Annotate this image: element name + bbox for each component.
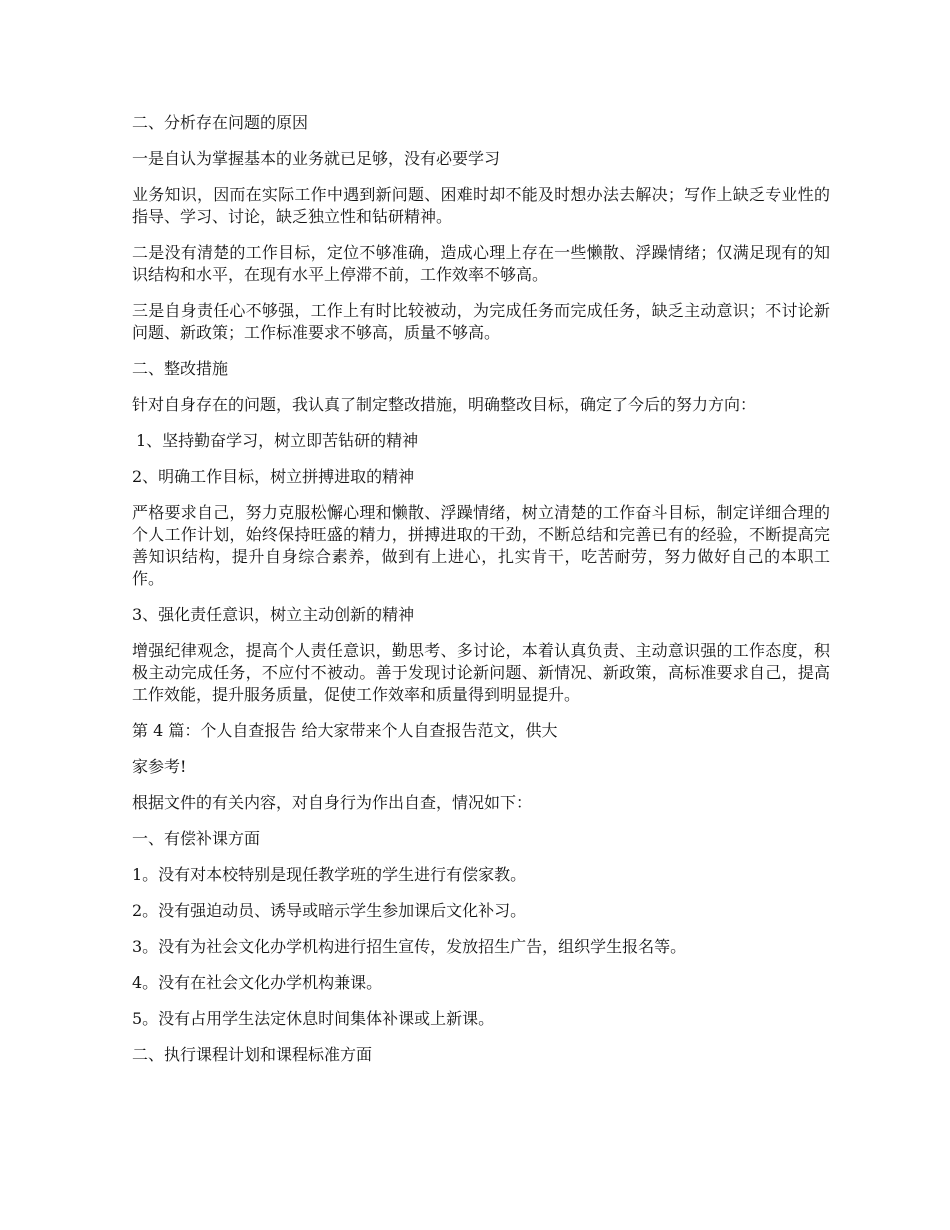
paragraph-cause-1-continued: 业务知识，因而在实际工作中遇到新问题、困难时却不能及时想办法去解决；写作上缺乏专业性的指导、学习、讨论，缺乏独立性和钻研精神。 (132, 185, 830, 226)
list-item-measure-3: 3、强化责任意识，树立主动创新的精神 (132, 605, 415, 624)
paragraph-cause-1-start: 一是自认为掌握基本的业务就已足够，没有必要学习 (132, 149, 501, 168)
section-heading-curriculum: 二、执行课程计划和课程标准方面 (132, 1045, 373, 1064)
list-item-measure-2: 2、明确工作目标，树立拼搏进取的精神 (132, 467, 415, 486)
document-body (118, 112, 830, 1080)
chapter-heading-4-continued: 家参考! (132, 757, 187, 776)
paragraph-measure-2-detail: 严格要求自己，努力克服松懈心理和懒散、浮躁情绪，树立清楚的工作奋斗目标，制定详细合理的个人工作计划，始终保持旺盛的精力，拼搏进取的干劲，不断总结和完善已有的经验，不断提高完善知识结构，提升自身综合素养，做到有上进心，扎实肯干，吃苦耐劳，努力做好自己的本职工作。 (132, 503, 830, 588)
section-heading-causes: 二、分析存在问题的原因 (132, 113, 309, 132)
chapter-heading-4: 第 4 篇：个人自查报告 给大家带来个人自查报告范文，供大 (132, 721, 558, 740)
paragraph-measures-intro: 针对自身存在的问题，我认真了制定整改措施，明确整改目标，确定了今后的努力方向： (132, 395, 757, 414)
list-item-tutoring-2: 2。没有强迫动员、诱导或暗示学生参加课后文化补习。 (132, 901, 527, 920)
paragraph-self-check-intro: 根据文件的有关内容，对自身行为作出自查，情况如下： (132, 793, 533, 812)
section-heading-tutoring: 一、有偿补课方面 (132, 829, 261, 848)
paragraph-cause-3: 三是自身责任心不够强，工作上有时比较被动，为完成任务而完成任务，缺乏主动意识；不讨论新问题、新政策；工作标准要求不够高，质量不够高。 (132, 301, 830, 342)
list-item-tutoring-1: 1。没有对本校特别是现任教学班的学生进行有偿家教。 (132, 865, 527, 884)
list-item-tutoring-3: 3。没有为社会文化办学机构进行招生宣传，发放招生广告，组织学生报名等。 (132, 937, 687, 956)
paragraph-cause-2: 二是没有清楚的工作目标，定位不够准确，造成心理上存在一些懒散、浮躁情绪；仅满足现有的知识结构和水平，在现有水平上停滞不前，工作效率不够高。 (132, 243, 830, 284)
list-item-tutoring-4: 4。没有在社会文化办学机构兼课。 (132, 973, 383, 992)
section-heading-measures: 二、整改措施 (132, 359, 229, 378)
paragraph-measure-3-detail: 增强纪律观念，提高个人责任意识，勤思考、多讨论，本着认真负责、主动意识强的工作态度，积极主动完成任务，不应付不被动。善于发现讨论新问题、新情况、新政策，高标准要求自己，提高工作效能，提升服务质量，促使工作效率和质量得到明显提升。 (132, 641, 830, 704)
list-item-tutoring-5: 5。没有占用学生法定休息时间集体补课或上新课。 (132, 1009, 495, 1028)
list-item-measure-1: 1、坚持勤奋学习，树立即苦钻研的精神 (136, 431, 419, 450)
